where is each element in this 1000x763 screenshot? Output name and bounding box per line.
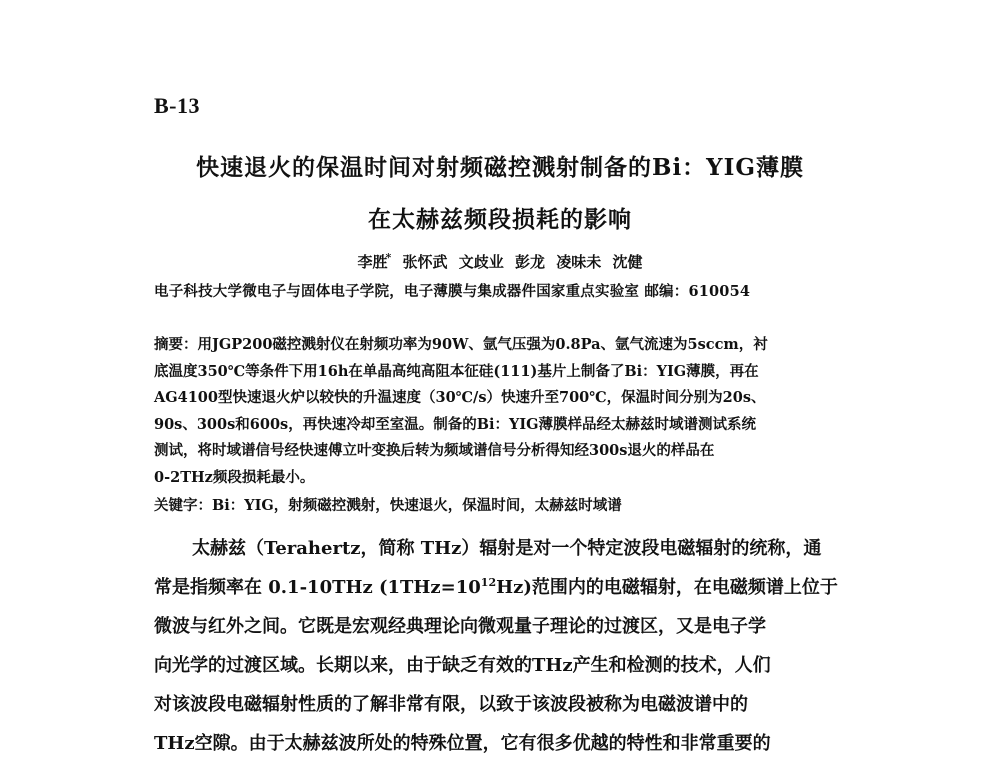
abstract	[154, 332, 844, 491]
author-name: 彭龙	[515, 253, 546, 271]
paper-code: B-13	[154, 93, 200, 118]
body-line: THz空隙。由于太赫兹波所处的特殊位置，它有很多优越的特性和非常重要的	[154, 733, 771, 754]
affiliation: 电子科技大学微电子与固体电子学院，电子薄膜与集成器件国家重点实验室 邮编：610054	[154, 283, 751, 300]
body-line-part: 常是指频率在 0.1-10THz (1THz=10	[154, 577, 481, 598]
body-line: 对该波段电磁辐射性质的了解非常有限，以致于该波段被称为电磁波谱中的	[154, 694, 748, 715]
author-name: 张怀武	[402, 253, 448, 271]
corresponding-author-mark: *	[385, 251, 392, 264]
title-line-2: 在太赫兹频段损耗的影响	[368, 206, 632, 233]
abstract-line: 测试，将时域谱信号经快速傅立叶变换后转为频域谱信号分析得知经300s退火的样品在	[154, 442, 715, 459]
author-list	[0, 251, 1000, 272]
author-name: 文歧业	[458, 253, 504, 271]
body-line-part: Hz)范围内的电磁辐射，在电磁频谱上位于	[496, 577, 838, 598]
abstract-line: 0-2THz频段损耗最小。	[154, 468, 315, 486]
author-name	[357, 253, 391, 271]
body-line	[154, 568, 854, 607]
keywords: 关键字：Bi：YIG，射频磁控溅射，快速退火，保温时间，太赫兹时域谱	[154, 497, 622, 514]
body-paragraph	[154, 529, 854, 763]
title-line-1: 快速退火的保温时间对射频磁控溅射制备的Bi：YIG薄膜	[196, 154, 804, 181]
abstract-line: 底温度350℃等条件下用16h在单晶高纯高阻本征硅(111)基片上制备了Bi：YIG薄膜，再在	[154, 362, 759, 380]
body-line: 太赫兹（Terahertz，简称 THz）辐射是对一个特定波段电磁辐射的统称，通	[192, 538, 822, 559]
superscript-exponent: 12	[480, 576, 497, 589]
body-line: 向光学的过渡区域。长期以来，由于缺乏有效的THz产生和检测的技术，人们	[154, 655, 771, 676]
body-line: 微波与红外之间。它既是宏观经典理论向微观量子理论的过渡区，又是电子学	[154, 616, 766, 637]
abstract-line: 摘要：用JGP200磁控溅射仪在射频功率为90W、氩气压强为0.8Pa、氩气流速为5sccm，衬	[154, 336, 768, 353]
abstract-line: AG4100型快速退火炉以较快的升温速度（30℃/s）快速升至700℃，保温时间分别为20s、	[154, 389, 766, 406]
abstract-line: 90s、300s和600s，再快速冷却至室温。制备的Bi：YIG薄膜样品经太赫兹时域谱测试系统	[154, 415, 756, 433]
author-1: 李胜	[357, 253, 388, 271]
author-name: 凌味未	[556, 253, 602, 271]
author-name: 沈健	[612, 253, 643, 271]
